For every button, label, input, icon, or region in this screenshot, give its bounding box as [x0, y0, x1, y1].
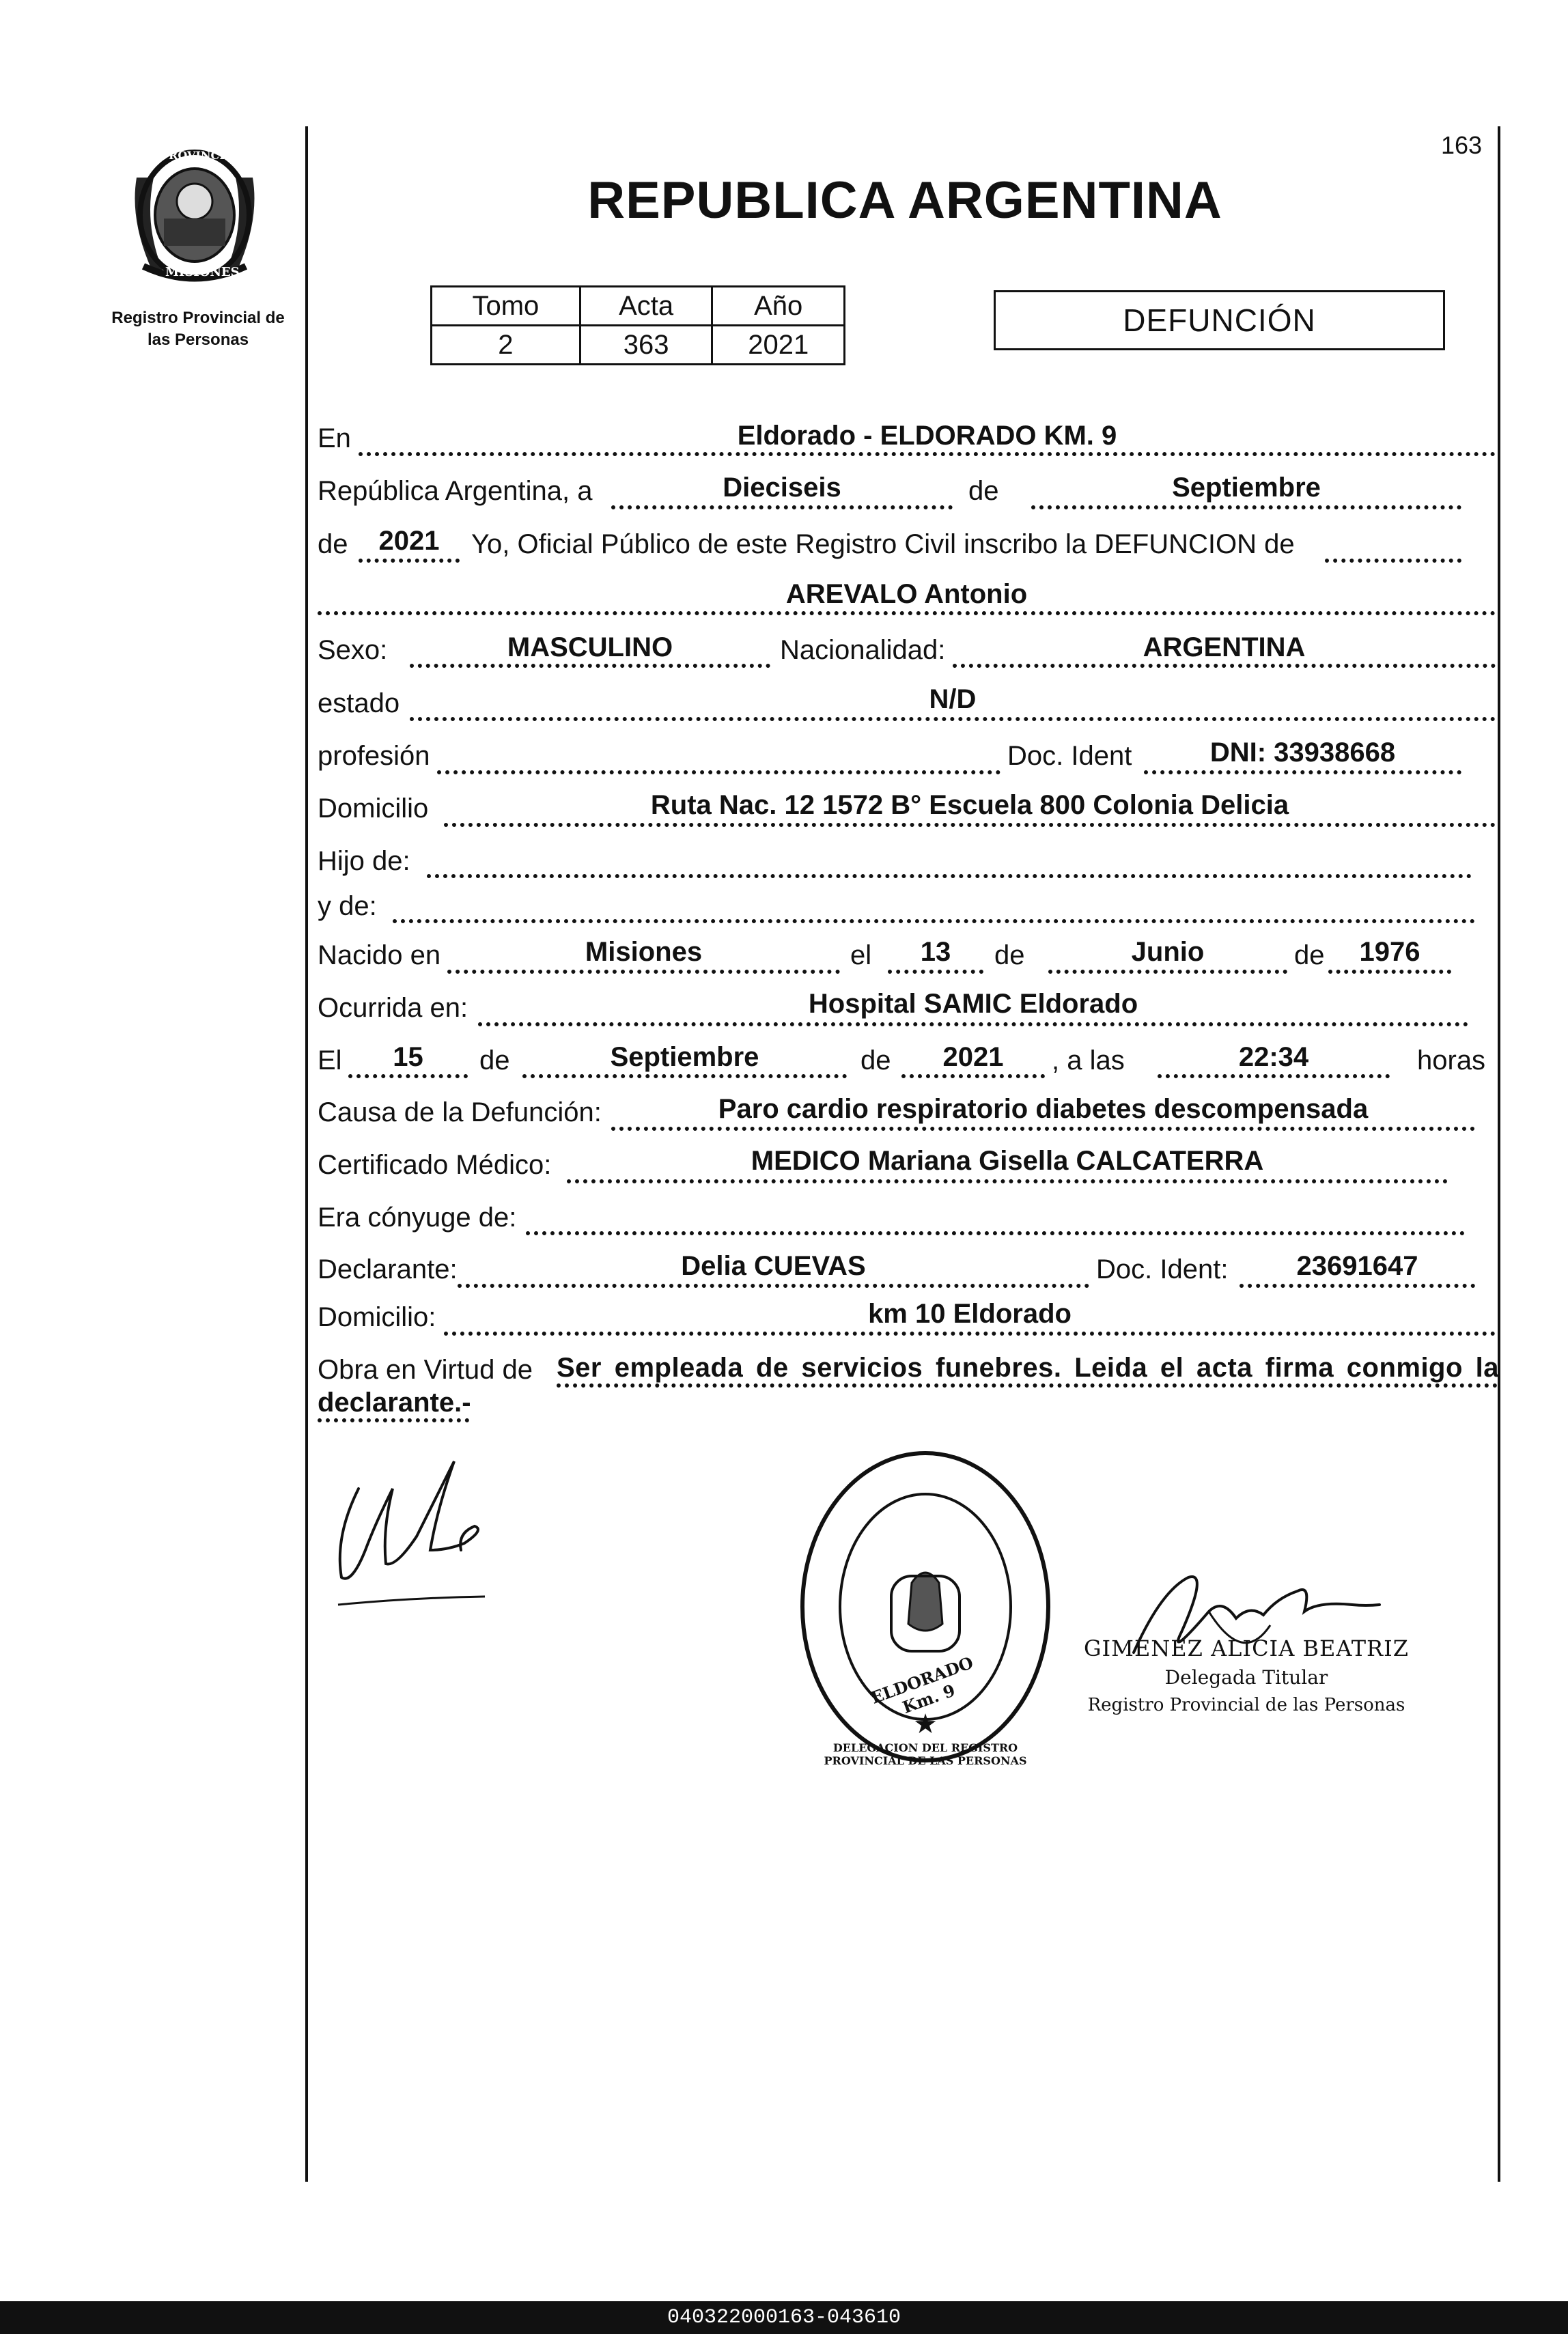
reg-year-value: 2021	[378, 526, 440, 556]
label-de-6: de	[860, 1045, 891, 1075]
civil-state-value: N/D	[929, 684, 977, 714]
address-value: Ruta Nac. 12 1572 B° Escuela 800 Colonia Delicia	[650, 790, 1289, 820]
anio-value: 2021	[712, 326, 845, 365]
acta-header: Acta	[580, 287, 712, 326]
stamp-ring-text: DELEGACION DEL REGISTRO PROVINCIAL DE LAS PERSONAS	[824, 1741, 1027, 1767]
place-value: Eldorado - ELDORADO KM. 9	[737, 421, 1117, 451]
left-margin-line	[305, 126, 308, 2182]
registry-name-line1: Registro Provincial de	[111, 309, 285, 327]
dots-death-place	[478, 1022, 1468, 1026]
virtue-line2-value: declarante.-	[318, 1388, 471, 1418]
label-yo-oficial: Yo, Oficial Público de este Registro Civil inscribo la DEFUNCION de	[471, 529, 1295, 559]
label-obra: Obra en Virtud de	[318, 1355, 533, 1385]
cause-value: Paro cardio respiratorio diabetes descompensada	[718, 1094, 1369, 1124]
medical-certificate-value: MEDICO Mariana Gisella CALCATERRA	[751, 1146, 1264, 1176]
label-de-3: de	[994, 940, 1025, 970]
birth-month-value: Junio	[1131, 937, 1205, 967]
label-el: El	[318, 1045, 342, 1075]
dots-civil-state	[410, 717, 1496, 721]
birth-year-value: 1976	[1359, 937, 1420, 967]
dots-sex	[410, 664, 770, 668]
dots-death-day	[348, 1074, 468, 1078]
birth-place-value: Misiones	[585, 937, 703, 967]
dots-declarant-doc	[1240, 1284, 1475, 1288]
virtue-line1-value: Ser empleada de servicios funebres. Leida el acta firma conmigo la	[557, 1353, 1499, 1383]
label-sexo: Sexo:	[318, 635, 388, 665]
declarant-value: Delia CUEVAS	[681, 1251, 866, 1281]
label-de-5: de	[479, 1045, 510, 1075]
sex-value: MASCULINO	[507, 632, 673, 662]
label-nacionalidad: Nacionalidad:	[780, 635, 946, 665]
label-conyuge: Era cónyuge de:	[318, 1203, 517, 1233]
death-place-value: Hospital SAMIC Eldorado	[808, 989, 1138, 1019]
death-year-value: 2021	[942, 1042, 1004, 1072]
label-estado: estado	[318, 688, 400, 718]
label-causa: Causa de la Defunción:	[318, 1097, 602, 1127]
doc-ident-value: DNI: 33938668	[1209, 737, 1396, 768]
dots-father	[427, 874, 1472, 878]
dots-death-time	[1158, 1074, 1390, 1078]
official-title: Delegada Titular	[1164, 1666, 1328, 1689]
dots-virtue-line2	[318, 1418, 469, 1422]
dots-virtue-line1	[557, 1383, 1498, 1388]
label-declarant-doc: Doc. Ident:	[1096, 1254, 1229, 1284]
dots-medical-certificate	[567, 1179, 1448, 1183]
death-month-value: Septiembre	[610, 1042, 759, 1072]
label-el-lower: el	[850, 940, 872, 970]
dots-yo-oficial-end	[1325, 559, 1461, 563]
dots-birth-day	[888, 970, 983, 974]
dots-reg-year	[359, 559, 460, 563]
label-ocurrida-en: Ocurrida en:	[318, 993, 468, 1023]
label-en: En	[318, 423, 351, 453]
deceased-name-value: AREVALO Antonio	[785, 579, 1028, 609]
dots-birth-month	[1048, 970, 1287, 974]
dots-mother	[393, 919, 1475, 923]
label-a-las: , a las	[1052, 1045, 1125, 1075]
dots-declarant-address	[444, 1332, 1496, 1336]
label-republica: República Argentina, a	[318, 476, 593, 506]
label-de-1: de	[968, 476, 999, 506]
death-day-value: 15	[393, 1042, 423, 1072]
label-doc-ident: Doc. Ident	[1007, 741, 1132, 771]
record-type-box: DEFUNCIÓN	[994, 290, 1445, 350]
label-declarante: Declarante:	[318, 1254, 458, 1284]
label-nacido-en: Nacido en	[318, 940, 441, 970]
tomo-header: Tomo	[432, 287, 580, 326]
label-y-de: y de:	[318, 891, 377, 921]
dots-declarant	[458, 1284, 1089, 1288]
label-declarant-address: Domicilio:	[318, 1302, 436, 1332]
reg-day-value: Dieciseis	[723, 473, 841, 503]
dots-cause	[611, 1127, 1475, 1131]
death-time-value: 22:34	[1238, 1042, 1309, 1072]
dots-doc-ident	[1144, 770, 1461, 774]
acta-value: 363	[580, 326, 712, 365]
dots-spouse	[526, 1231, 1465, 1235]
declarant-signature	[328, 1448, 505, 1618]
anio-header: Año	[712, 287, 845, 326]
dots-death-year	[901, 1074, 1045, 1078]
footer-code: 040322000163-043610	[0, 2301, 1568, 2334]
tomo-value: 2	[432, 326, 580, 365]
label-domicilio: Domicilio	[318, 793, 429, 824]
label-hijo-de: Hijo de:	[318, 846, 410, 876]
dots-address	[444, 823, 1496, 827]
nationality-value: ARGENTINA	[1143, 632, 1306, 662]
dots-place	[359, 452, 1496, 456]
reg-month-value: Septiembre	[1172, 473, 1321, 503]
official-org: Registro Provincial de las Personas	[1087, 1695, 1405, 1715]
dots-death-month	[522, 1074, 847, 1078]
dots-reg-month	[1031, 505, 1461, 509]
right-margin-line	[1498, 126, 1500, 2182]
label-profesion: profesión	[318, 741, 430, 771]
birth-day-value: 13	[920, 937, 951, 967]
registry-name-line2: las Personas	[147, 331, 249, 349]
svg-text:★: ★	[913, 1709, 938, 1739]
dots-reg-day	[611, 505, 953, 509]
dots-birth-place	[447, 970, 840, 974]
label-certificado: Certificado Médico:	[318, 1150, 552, 1180]
declarant-address-value: km 10 Eldorado	[868, 1299, 1072, 1329]
dots-profession	[437, 770, 1000, 774]
dots-deceased-name	[318, 611, 1496, 615]
logo-text-top: PROVINCIA DE	[160, 149, 255, 162]
label-de-2: de	[318, 529, 348, 559]
record-table-value-row	[432, 326, 845, 365]
stamp-inner-text: ELDORADO Km. 9	[868, 1652, 976, 1717]
record-table	[430, 285, 845, 365]
official-name: GIMENEZ ALICIA BEATRIZ	[1083, 1635, 1410, 1661]
dots-nationality	[953, 664, 1496, 668]
page-number: 163	[1441, 131, 1483, 159]
dots-birth-year	[1328, 970, 1451, 974]
logo-text-bottom: MISIONES	[165, 265, 240, 279]
declarant-doc-value: 23691647	[1296, 1251, 1418, 1281]
label-de-4: de	[1294, 940, 1325, 970]
record-table-header-row	[432, 287, 845, 326]
page-title: REPUBLICA ARGENTINA	[587, 171, 1222, 229]
official-stamp	[796, 1446, 1055, 1767]
label-horas: horas	[1417, 1045, 1486, 1075]
